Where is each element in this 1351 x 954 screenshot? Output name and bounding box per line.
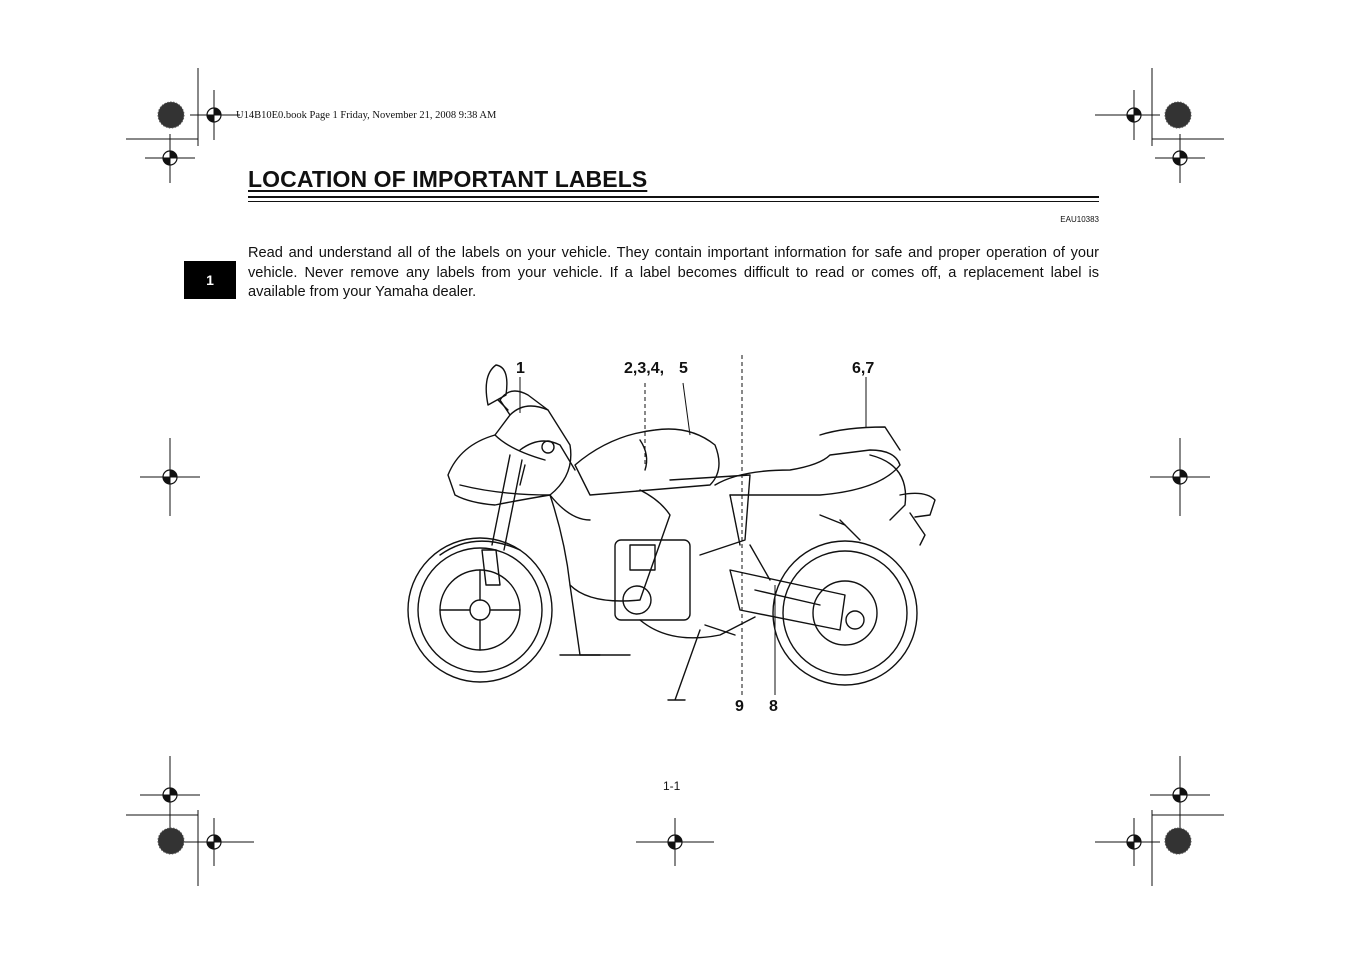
page-title: LOCATION OF IMPORTANT LABELS bbox=[248, 166, 648, 192]
callout-label-6-7: 6,7 bbox=[852, 360, 875, 377]
callout-label-8: 8 bbox=[769, 698, 778, 715]
registration-target bbox=[1165, 102, 1191, 128]
intro-paragraph: Read and understand all of the labels on your vehicle. They contain important information for safe and proper operation of your vehicle. Never remove any labels from your vehicle. If a label becomes difficult to read or comes off, a replacement label is available from your Yamaha dealer. bbox=[248, 245, 1099, 300]
registration-target bbox=[158, 102, 184, 128]
reference-code: EAU10383 bbox=[1060, 215, 1099, 224]
callout-label-5: 5 bbox=[679, 360, 688, 377]
callout-label-9: 9 bbox=[735, 698, 744, 715]
book-info-header: U14B10E0.book Page 1 Friday, November 21, 2008 9:38 AM bbox=[236, 110, 497, 121]
title-rule bbox=[248, 196, 1099, 198]
callout-label-1: 1 bbox=[516, 360, 525, 377]
page-number: 1-1 bbox=[663, 779, 681, 793]
motorcycle-illustration bbox=[400, 355, 960, 715]
registration-target bbox=[158, 828, 184, 854]
callout-label-2-3-4: 2,3,4, bbox=[624, 360, 665, 377]
registration-target bbox=[1165, 828, 1191, 854]
title-rule-thin bbox=[248, 201, 1099, 202]
chapter-tab: 1 bbox=[184, 261, 236, 299]
